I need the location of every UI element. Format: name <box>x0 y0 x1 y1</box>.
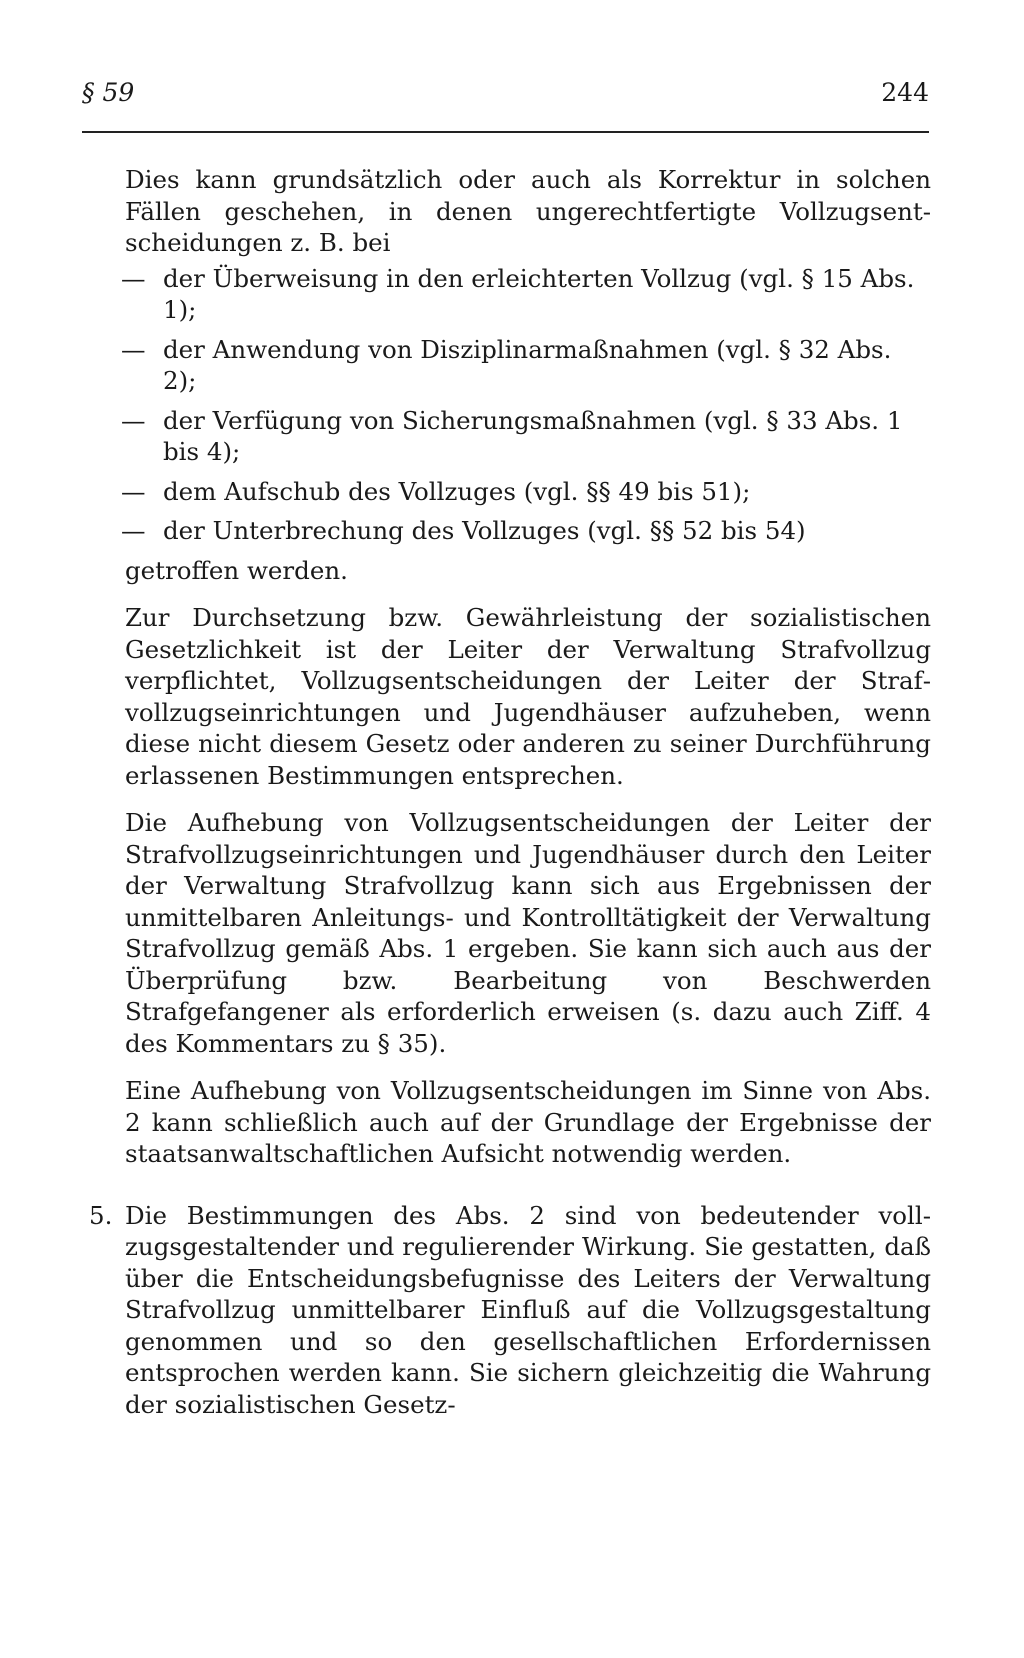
header-rule <box>82 131 929 133</box>
body-paragraph: Eine Aufhebung von Vollzugsentscheidungen im Sinne von Abs. 2 kann schließlich auch auf der Grundlage der Ergebnisse der staatsanwaltschaftlichen Aufsicht notwendig werden. <box>125 1076 931 1168</box>
dash-marker: — <box>121 263 146 293</box>
after-list-text: getroffen werden. <box>125 555 348 585</box>
numbered-paragraph <box>89 1200 931 1421</box>
list-item <box>121 476 931 508</box>
list-item <box>121 515 931 547</box>
list-item <box>121 334 931 397</box>
list-item-text: der Überweisung in den erleichterten Vollzug (vgl. § 15 Abs. 1); <box>163 263 915 324</box>
page-body <box>89 164 931 1420</box>
intro-paragraph: Dies kann grundsätzlich oder auch als Korrektur in solchen Fällen geschehen, in denen ungerechtfertigte Vollzugsentscheidungen z. B. bei <box>125 165 931 257</box>
numbered-paragraph-text: Die Bestimmungen des Abs. 2 sind von bedeutender vollzugsgestaltender und regulierender Wirkung. Sie gestatten, daß über die Entscheidungsbefugnisse des Leiters der Verwaltung Strafvollzug unmittelbarer Einfluß auf die Vollzugsgestaltung genommen und so den gesellschaftlichen Erfordernissen entsprochen werden kann. Sie sichern gleichzeitig die Wahrung der sozialistischen Gesetz- <box>125 1200 931 1419</box>
body-paragraph: Die Aufhebung von Vollzugsentscheidungen der Leiter der Strafvollzugseinrichtungen und Jugendhäuser durch den Leiter der Verwaltung Strafvollzug kann sich aus Ergebnissen der unmittelbaren Anleitungs- und Kontrolltätigkeit der Verwaltung Strafvollzug gemäß Abs. 1 ergeben. Sie kann sich auch aus der Überprüfung bzw. Bearbeitung von Beschwerden Strafgefangener als erforderlich erweisen (s. dazu auch Ziff. 4 des Kommentars zu § 35). <box>125 808 931 1058</box>
list-item <box>121 405 931 468</box>
dash-list <box>121 263 931 547</box>
paragraph-number: 5. <box>89 1200 113 1230</box>
dash-marker: — <box>121 334 146 364</box>
list-item-text: der Unterbrechung des Vollzuges (vgl. §§ 52 bis 54) <box>163 516 806 545</box>
list-item-text: der Anwendung von Disziplinarmaßnahmen (vgl. § 32 Abs. 2); <box>163 334 892 395</box>
section-reference: § 59 <box>82 78 135 107</box>
dash-marker: — <box>121 516 146 545</box>
dash-marker: — <box>121 405 146 435</box>
page-number: 244 <box>881 78 929 107</box>
dash-marker: — <box>121 476 146 506</box>
page-header <box>82 78 929 122</box>
list-item-text: der Verfügung von Sicherungsmaßnahmen (vgl. § 33 Abs. 1 bis 4); <box>163 405 903 466</box>
list-item-text: dem Aufschub des Vollzuges (vgl. §§ 49 bis 51); <box>163 476 751 506</box>
body-paragraph: Zur Durchsetzung bzw. Gewährleistung der sozialistischen Gesetzlichkeit ist der Leiter der Verwaltung Strafvollzug verpflichtet, Vollzugsentscheidungen der Leiter der Strafvollzugseinrichtungen und Jugendhäuser aufzuheben, wenn diese nicht diesem Gesetz oder anderen zu seiner Durchführung erlassenen Bestimmungen entsprechen. <box>125 603 931 790</box>
list-item <box>121 263 931 326</box>
